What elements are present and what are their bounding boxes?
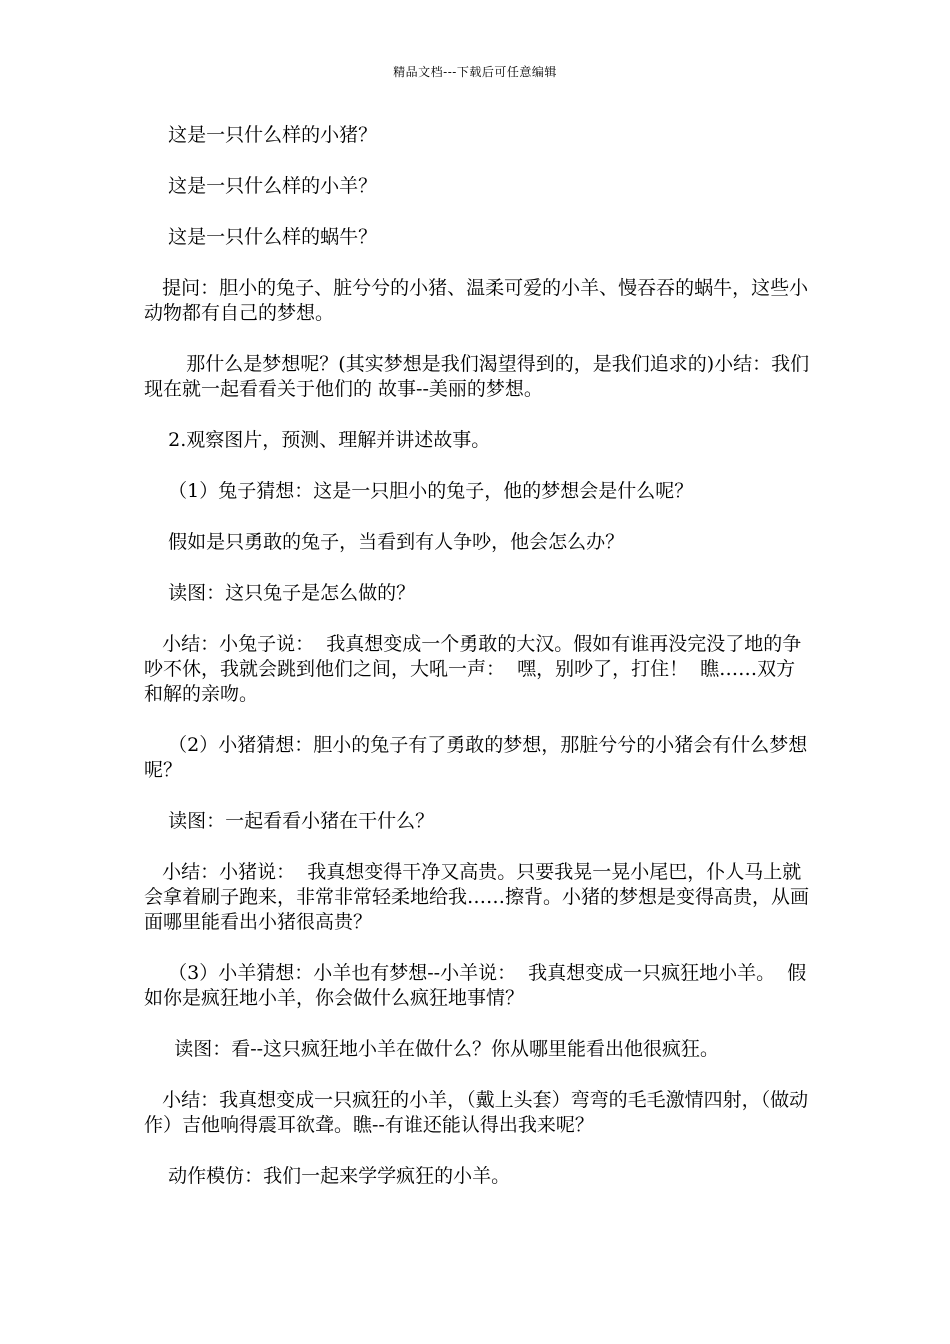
paragraph-read-sheep: 读图：看--这只疯狂地小羊在做什么？你从哪里能看出他很疯狂。 [144, 1038, 720, 1060]
paragraph-snail-question: 这是一只什么样的蜗牛？ [144, 226, 378, 248]
paragraph-read-rabbit: 读图：这只兔子是怎么做的？ [144, 582, 416, 604]
paragraph-question-prompt: 提问：胆小的兔子、脏兮兮的小猪、温柔可爱的小羊、慢吞吞的蜗牛，这些小动物都有自己的梦想。 [144, 277, 809, 324]
paragraph-rabbit-guess: （1）兔子猜想：这是一只胆小的兔子，他的梦想会是什么呢？ [144, 480, 694, 502]
paragraph-brave-rabbit: 假如是只勇敢的兔子，当看到有人争吵，他会怎么办？ [144, 531, 625, 553]
document-body [144, 123, 812, 1189]
paragraph-sheep-guess: （3）小羊猜想：小羊也有梦想--小羊说： 我真想变成一只疯狂地小羊。 假如你是疯狂地小羊，你会做什么疯狂地事情？ [144, 962, 807, 1009]
paragraph-sheep-summary: 小结：我真想变成一只疯狂的小羊，（戴上头套）弯弯的毛毛激情四射，（做动作）吉他响得震耳欲聋。瞧--有谁还能认得出我来呢？ [144, 1089, 809, 1136]
paragraph-what-is-dream: 那什么是梦想呢？(其实梦想是我们渴望得到的，是我们追求的)小结：我们现在就一起看看关于他们的 故事--美丽的梦想。 [144, 353, 810, 400]
paragraph-sheep-question: 这是一只什么样的小羊？ [144, 175, 378, 197]
page-header: 精品文档---下载后可任意编辑 [393, 65, 557, 79]
paragraph-action-imitation: 动作模仿：我们一起来学学疯狂的小羊。 [144, 1165, 511, 1187]
paragraph-pig-guess: （2）小猪猜想：胆小的兔子有了勇敢的梦想，那脏兮兮的小猪会有什么梦想呢？ [144, 734, 808, 781]
paragraph-pig-summary: 小结：小猪说： 我真想变得干净又高贵。只要我晃一晃小尾巴，仆人马上就会拿着刷子跑来，非常非常轻柔地给我……擦背。小猪的梦想是变得高贵，从画面哪里能看出小猪很高贵？ [144, 861, 810, 933]
paragraph-rabbit-summary: 小结：小兔子说： 我真想变成一个勇敢的大汉。假如有谁再没完没了地的争吵不休，我就会跳到他们之间，大吼一声： 嘿，别吵了，打住！ 瞧……双方和解的亲吻。 [144, 633, 802, 705]
paragraph-step-2: 2.观察图片，预测、理解并讲述故事。 [144, 429, 491, 451]
paragraph-pig-question: 这是一只什么样的小猪？ [144, 124, 378, 146]
paragraph-read-pig: 读图：一起看看小猪在干什么？ [144, 810, 435, 832]
